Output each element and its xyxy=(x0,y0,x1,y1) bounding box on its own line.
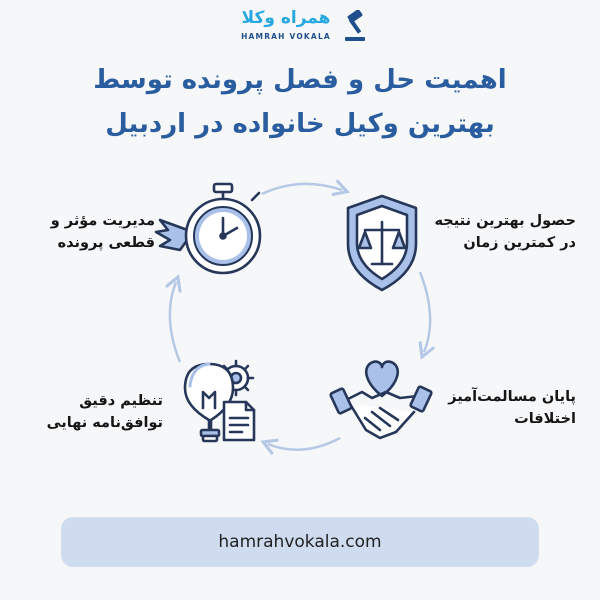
step-3-line-2: توافق‌نامه نهایی xyxy=(46,415,163,431)
step-4-line-2: قطعی پرونده xyxy=(57,235,155,251)
step-label-precise-agreement xyxy=(25,390,163,434)
arrow-right xyxy=(420,272,430,352)
website-url-bar[interactable] xyxy=(61,517,539,567)
step-2-line-1: پایان مسالمت‌آمیز xyxy=(448,389,576,405)
title-line-1: اهمیت حل و فصل پرونده توسط xyxy=(93,65,507,95)
step-4-line-1: مدیریت مؤثر و xyxy=(50,213,155,229)
title-line-2: بهترین وکیل خانواده در اردبیل xyxy=(105,109,495,139)
website-url[interactable]: hamrahvokala.com xyxy=(218,532,382,552)
winged-stopwatch-icon xyxy=(156,184,260,273)
arrow-top xyxy=(262,184,342,194)
step-3-line-1: تنظیم دقیق xyxy=(79,393,163,409)
step-label-efficient-case-management xyxy=(25,210,155,254)
step-label-best-result xyxy=(436,210,576,254)
handshake-heart-icon xyxy=(330,362,432,438)
arrow-left xyxy=(170,282,180,362)
step-1-line-1: حصول بهترین نتیجه xyxy=(434,213,576,229)
step-1-line-2: در کمترین زمان xyxy=(463,235,576,251)
step-2-line-2: اختلافات xyxy=(514,411,576,427)
step-label-peaceful-end xyxy=(430,386,576,430)
shield-scales-icon xyxy=(348,196,416,290)
logo-name-fa: همراه وکلا xyxy=(241,8,331,28)
arrow-bottom xyxy=(268,438,340,450)
logo-name-en: HAMRAH VOKALA xyxy=(241,32,331,41)
lightbulb-gear-document-icon xyxy=(185,361,254,441)
